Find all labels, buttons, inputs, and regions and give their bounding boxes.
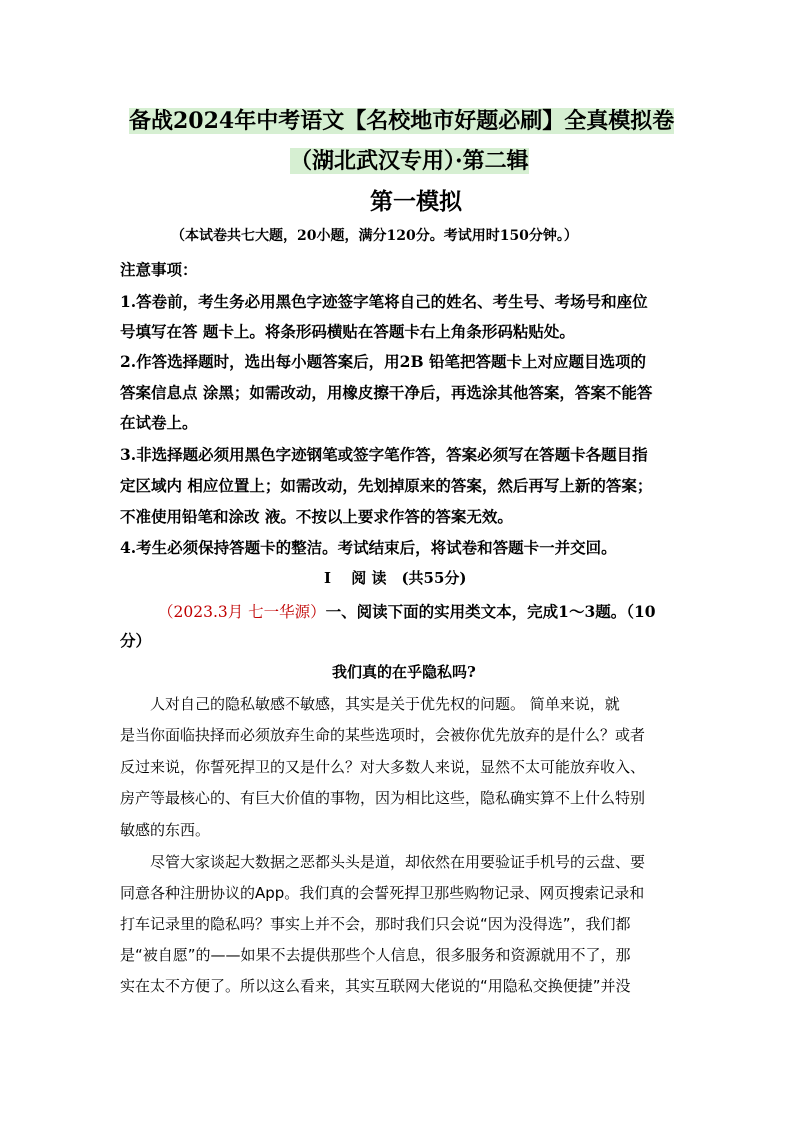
instruction-line: 1.答卷前，考生务必用黑色字迹签字笔将自己的姓名、考生号、考场号和座位 [120,292,648,311]
article-line: 实在太不方便了。所以这么看来，其实互联网大佬说的“用隐私交换便捷”并没 [120,977,631,995]
instruction-line: 号填写在答 题卡上。将条形码横贴在答题卡右上角条形码粘贴处。 [120,322,575,341]
section-heading: I 阅 读 (共55分) [324,569,467,587]
paper-title-line3: 第一模拟 [370,189,462,215]
question-source: （2023.3月 七一华源） [158,603,326,621]
question-text: 一、阅读下面的实用类文本，完成1～3题。（10 [325,602,656,621]
instructions-heading: 注意事项： [120,260,198,279]
instruction-line: 3.非选择题必须用黑色字迹钢笔或签字笔作答，答案必须写在答题卡各题目指 [120,445,648,464]
article-line: 反过来说，你誓死捍卫的又是什么？对大多数人来说，显然不太可能放弃收入、 [120,758,646,776]
article-line: 同意各种注册协议的App。我们真的会誓死捍卫那些购物记录、网页搜索记录和 [120,884,645,902]
article-line: 敏感的东西。 [120,821,211,839]
instruction-line: 定区域内 相应位置上；如需改动，先划掉原来的答案，然后再写上新的答案； [120,476,653,495]
instruction-line: 答案信息点 涂黑；如需改动，用橡皮擦干净后，再选涂其他答案，答案不能答 [120,383,653,402]
article-line: 打车记录里的隐私吗？事实上并不会，那时我们只会说“因为没得选”，我们都 [120,915,631,933]
article-line: 尽管大家谈起大数据之恶都头头是道，却依然在用要验证手机号的云盘、要 [120,853,646,871]
instruction-line: 4.考生必须保持答题卡的整洁。考试结束后，将试卷和答题卡一并交回。 [120,538,617,557]
question-prompt-cont: 分） [120,631,152,650]
paper-title-line1: 备战2024年中考语文【名校地市好题必刷】全真模拟卷 [129,108,675,134]
instruction-line: 2.作答选择题时，选出每小题答案后，用2B 铅笔把答题卡上对应题目选项的 [120,352,646,371]
article-line: 人对自己的隐私敏感不敏感，其实是关于优先权的问题。 简单来说，就 [120,695,620,713]
instruction-line: 不准使用铅笔和涂改 液。不按以上要求作答的答案无效。 [120,507,513,526]
paper-title-line2: （湖北武汉专用）·第二辑 [290,148,529,174]
exam-note: （本试卷共七大题，20小题，满分120分。考试用时150分钟。） [171,228,578,244]
article-line: 是当你面临抉择而必须放弃生命的某些选项时，会被你优先放弃的是什么？或者 [120,726,646,744]
article-line: 是“被自愿”的——如果不去提供那些个人信息，很多服务和资源就用不了，那 [120,946,631,964]
question-prompt [158,600,656,624]
article-line: 房产等最核心的、有巨大价值的事物，因为相比这些，隐私确实算不上什么特别 [120,789,646,807]
instruction-line: 在试卷上。 [120,413,198,432]
article-title: 我们真的在乎隐私吗? [332,663,476,681]
